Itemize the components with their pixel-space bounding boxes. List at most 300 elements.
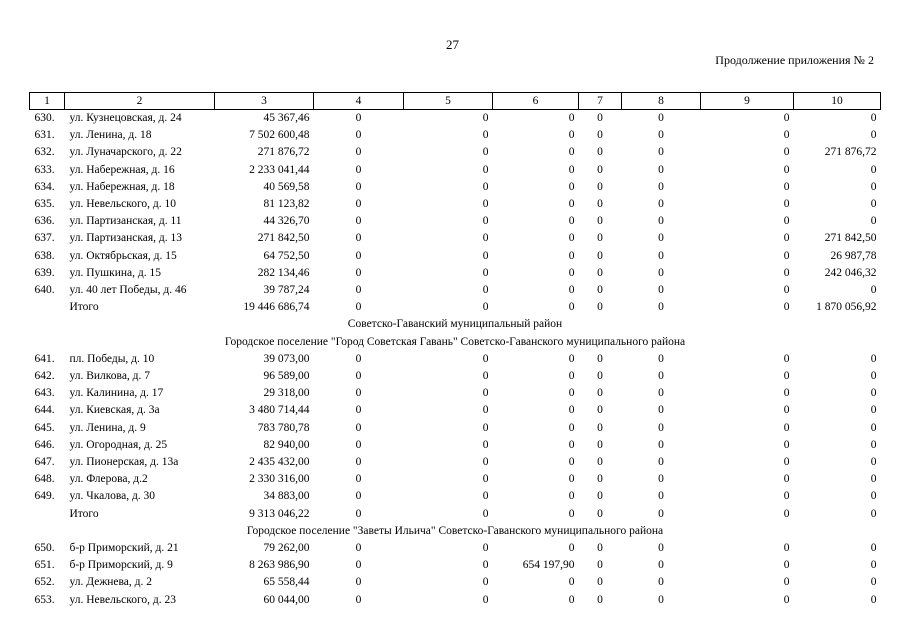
cell-col-3: 2 435 432,00 [249,456,310,469]
cell-col-10: 0 [870,112,877,124]
table-row [30,351,881,368]
cell-col-7: 0 [597,438,603,451]
section-headings [30,316,881,350]
cell-col-3: 44 326,70 [263,215,310,228]
cell-col-7: 0 [597,232,603,245]
header-cell: 1 [30,93,65,110]
cell-col-7: 0 [597,301,603,314]
cell-col-6: 0 [568,129,575,142]
cell-col-4: 0 [355,473,362,486]
cell-col-1: 642. [34,370,55,383]
cell-col-9: 0 [783,129,790,142]
city-heading: Городское поселение "Город Советская Гавань" Советско-Гаванского муниципального района [224,335,686,348]
cell-col-4: 0 [355,370,362,383]
cell-col-2: ул. Калинина, д. 17 [69,387,164,400]
section-headings-2 [30,523,881,540]
zavety-heading: Городское поселение "Заветы Ильича" Советско-Гаванского муниципального района [246,524,664,537]
cell-col-2: ул. Пушкина, д. 15 [69,266,161,279]
cell-col-3: 2 233 041,44 [249,163,310,176]
cell-col-1 [30,299,65,316]
cell-col-6: 0 [568,593,575,606]
cell-col-8: 0 [658,266,664,279]
cell-col-5: 0 [482,232,489,245]
cell-col-2: ул. Невельского, д. 10 [69,198,176,211]
cell-col-9: 0 [783,370,790,383]
table-row [30,127,881,144]
cell-col-9: 0 [783,490,790,503]
cell-col-3: 82 940,00 [263,438,310,451]
cell-col-10: 271 876,72 [824,146,877,159]
cell-col-8: 0 [658,129,664,142]
cell-col-10: 0 [870,387,877,400]
cell-col-3: 3 480 714,44 [249,404,310,417]
district-heading: Советско-Гаванский муниципальный район [347,318,563,331]
cell-col-7: 0 [597,370,603,383]
cell-col-8: 0 [658,232,664,245]
cell-col-6: 0 [568,249,575,262]
cell-col-10: 0 [870,507,877,520]
cell-col-6: 0 [568,576,575,589]
cell-col-6: 0 [568,542,575,555]
table-row [30,557,881,574]
header-cell: 2 [65,93,215,110]
cell-col-3: 64 752,50 [263,249,310,262]
cell-col-10: 0 [870,542,877,555]
cell-col-5: 0 [482,163,489,176]
cell-col-9: 0 [783,249,790,262]
cell-col-3: 39 073,00 [263,352,310,365]
cell-col-8: 0 [658,576,664,589]
cell-col-4: 0 [355,232,362,245]
cell-col-8: 0 [658,507,664,520]
cell-col-8: 0 [658,215,664,228]
cell-col-2: ул. Огородная, д. 25 [69,438,168,451]
cell-col-6: 0 [568,266,575,279]
cell-col-5: 0 [482,266,489,279]
cell-col-7: 0 [597,352,603,365]
block-1 [30,110,881,317]
cell-col-10: 0 [870,163,877,176]
cell-col-2: ул. Партизанская, д. 13 [69,232,182,245]
block-2 [30,351,881,523]
cell-col-4: 0 [355,438,362,451]
cell-col-9: 0 [783,507,790,520]
cell-col-8: 0 [658,146,664,159]
cell-col-2: ул. Киевская, д. 3а [69,404,160,417]
table-row [30,471,881,488]
cell-col-1: 632. [34,146,55,159]
cell-col-5: 0 [482,198,489,211]
table-row [30,265,881,282]
cell-col-9: 0 [783,404,790,417]
cell-col-3: 40 569,58 [263,180,310,193]
table-row [30,368,881,385]
cell-col-2: пл. Победы, д. 10 [69,352,155,365]
cell-col-5: 0 [482,352,489,365]
cell-col-6: 0 [568,180,575,193]
cell-col-7: 0 [597,163,603,176]
cell-col-9: 0 [783,456,790,469]
cell-col-4: 0 [355,284,362,297]
header-cell: 3 [215,93,314,110]
cell-col-1: 635. [34,198,55,211]
cell-col-1: 652. [34,576,55,589]
cell-col-7: 0 [597,421,603,434]
cell-col-7: 0 [597,387,603,400]
cell-col-10: 0 [870,284,877,297]
table-row [30,248,881,265]
cell-col-1: 633. [34,163,55,176]
cell-col-7: 0 [597,404,603,417]
cell-col-1: 640. [34,284,55,297]
cell-col-1: 649. [34,490,55,503]
table-row [30,454,881,471]
cell-col-10: 0 [870,456,877,469]
cell-col-1: 639. [34,266,55,279]
table-row [30,488,881,505]
cell-col-5: 0 [482,301,489,314]
cell-col-2: ул. Вилкова, д. 7 [69,370,151,383]
cell-col-7: 0 [597,456,603,469]
cell-col-10: 26 987,78 [830,249,877,262]
cell-col-1: 646. [34,438,55,451]
cell-col-3: 19 446 686,74 [243,301,310,314]
cell-col-4: 0 [355,456,362,469]
cell-col-5: 0 [482,456,489,469]
cell-col-8: 0 [658,438,664,451]
table-row [30,540,881,557]
cell-col-9: 0 [783,146,790,159]
cell-col-6: 0 [568,163,575,176]
cell-col-5: 0 [482,129,489,142]
cell-col-9: 0 [783,215,790,228]
cell-col-9: 0 [783,559,790,572]
cell-col-7: 0 [597,198,603,211]
cell-col-2: Итого [69,301,99,314]
cell-col-9: 0 [783,163,790,176]
cell-col-10: 0 [870,198,877,211]
cell-col-5: 0 [482,370,489,383]
cell-col-10: 0 [870,438,877,451]
cell-col-8: 0 [658,387,664,400]
cell-col-8: 0 [658,249,664,262]
cell-col-2: ул. Чкалова, д. 30 [69,490,156,503]
cell-col-10: 0 [870,352,877,365]
cell-col-1: 636. [34,215,55,228]
cell-col-7: 0 [597,112,603,124]
cell-col-6: 0 [568,146,575,159]
cell-col-8: 0 [658,559,664,572]
cell-col-5: 0 [482,576,489,589]
cell-col-4: 0 [355,198,362,211]
cell-col-8: 0 [658,112,664,124]
cell-col-6: 654 197,90 [522,559,575,572]
cell-col-5: 0 [482,215,489,228]
data-table [29,92,881,609]
table-row [30,574,881,591]
table-row [30,213,881,230]
cell-col-1: 650. [34,542,55,555]
section-row [30,334,881,351]
cell-col-10: 0 [870,370,877,383]
cell-col-6: 0 [568,438,575,451]
cell-col-6: 0 [568,387,575,400]
cell-col-2: ул. Набережная, д. 16 [69,163,175,176]
cell-col-10: 242 046,32 [824,266,877,279]
cell-col-4: 0 [355,352,362,365]
cell-col-4: 0 [355,129,362,142]
total-row [30,506,881,523]
cell-col-5: 0 [482,490,489,503]
cell-col-6: 0 [568,456,575,469]
cell-col-3: 282 134,46 [257,266,310,279]
cell-col-9: 0 [783,387,790,400]
cell-col-5: 0 [482,249,489,262]
cell-col-4: 0 [355,542,362,555]
cell-col-2: ул. Набережная, д. 18 [69,180,175,193]
cell-col-7: 0 [597,593,603,606]
cell-col-6: 0 [568,284,575,297]
cell-col-3: 271 876,72 [257,146,310,159]
cell-col-8: 0 [658,593,664,606]
cell-col-8: 0 [658,404,664,417]
cell-col-9: 0 [783,266,790,279]
block-3 [30,540,881,609]
cell-col-8: 0 [658,301,664,314]
cell-col-6: 0 [568,301,575,314]
cell-col-7: 0 [597,473,603,486]
cell-col-3: 8 263 986,90 [249,559,310,572]
cell-col-9: 0 [783,198,790,211]
cell-col-2: ул. Партизанская, д. 11 [69,215,182,228]
cell-col-6: 0 [568,507,575,520]
cell-col-8: 0 [658,284,664,297]
cell-col-2: б-р Приморский, д. 21 [69,542,179,555]
continuation-note: Продолжение приложения № 2 [715,53,874,67]
header-cell: 7 [579,93,622,110]
header-cell: 4 [314,93,404,110]
cell-col-9: 0 [783,352,790,365]
cell-col-9: 0 [783,421,790,434]
table-row [30,420,881,437]
cell-col-7: 0 [597,542,603,555]
cell-col-9: 0 [783,301,790,314]
cell-col-1 [30,506,65,523]
cell-col-1: 653. [34,593,55,606]
table-row [30,402,881,419]
cell-col-2: ул. Дежнева, д. 2 [69,576,153,589]
cell-col-4: 0 [355,507,362,520]
cell-col-9: 0 [783,232,790,245]
cell-col-1: 648. [34,473,55,486]
cell-col-2: ул. 40 лет Победы, д. 46 [69,284,187,297]
cell-col-8: 0 [658,352,664,365]
cell-col-5: 0 [482,387,489,400]
cell-col-4: 0 [355,301,362,314]
cell-col-4: 0 [355,146,362,159]
cell-col-3: 81 123,82 [263,198,310,211]
cell-col-8: 0 [658,198,664,211]
table-row [30,385,881,402]
cell-col-3: 39 787,24 [263,284,310,297]
header-cell: 10 [794,93,881,110]
cell-col-3: 9 313 046,22 [249,507,310,520]
cell-col-6: 0 [568,232,575,245]
total-row [30,299,881,316]
cell-col-5: 0 [482,542,489,555]
cell-col-9: 0 [783,542,790,555]
cell-col-7: 0 [597,266,603,279]
header-cell: 9 [701,93,794,110]
cell-col-1: 637. [34,232,55,245]
cell-col-9: 0 [783,180,790,193]
cell-col-10: 0 [870,404,877,417]
cell-col-8: 0 [658,180,664,193]
cell-col-3: 65 558,44 [263,576,310,589]
table-row [30,196,881,213]
cell-col-7: 0 [597,576,603,589]
table-row [30,592,881,609]
cell-col-6: 0 [568,370,575,383]
cell-col-2: ул. Луначарского, д. 22 [69,146,182,159]
cell-col-7: 0 [597,180,603,193]
cell-col-10: 0 [870,473,877,486]
cell-col-10: 271 842,50 [824,232,877,245]
cell-col-9: 0 [783,473,790,486]
cell-col-2: б-р Приморский, д. 9 [69,559,173,572]
cell-col-1: 644. [34,404,55,417]
cell-col-1: 651. [34,559,55,572]
table-row [30,162,881,179]
cell-col-8: 0 [658,421,664,434]
cell-col-5: 0 [482,438,489,451]
table-row [30,282,881,299]
cell-col-1: 630. [34,112,55,124]
cell-col-8: 0 [658,542,664,555]
cell-col-10: 1 870 056,92 [816,301,877,314]
cell-col-1: 638. [34,249,55,262]
cell-col-6: 0 [568,473,575,486]
cell-col-6: 0 [568,198,575,211]
cell-col-4: 0 [355,404,362,417]
cell-col-3: 34 883,00 [263,490,310,503]
cell-col-3: 2 330 316,00 [249,473,310,486]
cell-col-5: 0 [482,180,489,193]
cell-col-2: ул. Невельского, д. 23 [69,593,176,606]
cell-col-3: 96 589,00 [263,370,310,383]
cell-col-8: 0 [658,163,664,176]
cell-col-6: 0 [568,215,575,228]
cell-col-3: 7 502 600,48 [249,129,310,142]
cell-col-4: 0 [355,593,362,606]
cell-col-4: 0 [355,387,362,400]
cell-col-4: 0 [355,421,362,434]
cell-col-8: 0 [658,456,664,469]
cell-col-2: ул. Октябрьская, д. 15 [69,249,177,262]
cell-col-1: 634. [34,180,55,193]
table-row [30,144,881,161]
page-number: 27 [446,37,459,52]
cell-col-5: 0 [482,112,489,124]
cell-col-3: 271 842,50 [257,232,310,245]
cell-col-7: 0 [597,146,603,159]
cell-col-3: 29 318,00 [263,387,310,400]
table-row [30,179,881,196]
cell-col-3: 783 780,78 [257,421,310,434]
table-row [30,437,881,454]
cell-col-10: 0 [870,215,877,228]
cell-col-1: 641. [34,352,55,365]
cell-col-6: 0 [568,490,575,503]
table-row [30,230,881,247]
cell-col-6: 0 [568,112,575,124]
cell-col-10: 0 [870,180,877,193]
cell-col-9: 0 [783,112,790,124]
cell-col-10: 0 [870,129,877,142]
header-cell: 6 [493,93,579,110]
cell-col-10: 0 [870,576,877,589]
cell-col-5: 0 [482,146,489,159]
cell-col-5: 0 [482,421,489,434]
cell-col-7: 0 [597,284,603,297]
cell-col-7: 0 [597,490,603,503]
cell-col-5: 0 [482,284,489,297]
cell-col-4: 0 [355,180,362,193]
cell-col-10: 0 [870,421,877,434]
cell-col-2: ул. Ленина, д. 9 [69,421,146,434]
cell-col-9: 0 [783,284,790,297]
cell-col-4: 0 [355,266,362,279]
cell-col-9: 0 [783,438,790,451]
cell-col-4: 0 [355,490,362,503]
cell-col-6: 0 [568,404,575,417]
cell-col-8: 0 [658,370,664,383]
cell-col-8: 0 [658,473,664,486]
cell-col-2: ул. Флерова, д.2 [69,473,148,486]
section-row [30,523,881,540]
cell-col-2: Итого [69,507,99,520]
cell-col-1: 647. [34,456,55,469]
cell-col-7: 0 [597,129,603,142]
cell-col-5: 0 [482,404,489,417]
cell-col-5: 0 [482,593,489,606]
cell-col-1: 631. [34,129,55,142]
header-cell: 5 [404,93,493,110]
cell-col-4: 0 [355,576,362,589]
section-row [30,316,881,333]
header-cell: 8 [622,93,701,110]
cell-col-4: 0 [355,249,362,262]
cell-col-4: 0 [355,112,362,124]
cell-col-3: 45 367,46 [263,112,310,124]
cell-col-3: 79 262,00 [263,542,310,555]
cell-col-5: 0 [482,473,489,486]
cell-col-5: 0 [482,559,489,572]
cell-col-8: 0 [658,490,664,503]
header-row [30,93,881,110]
cell-col-3: 60 044,00 [263,593,310,606]
cell-col-4: 0 [355,559,362,572]
cell-col-2: ул. Пионерская, д. 13а [69,456,179,469]
cell-col-7: 0 [597,507,603,520]
cell-col-6: 0 [568,352,575,365]
cell-col-1: 643. [34,387,55,400]
cell-col-7: 0 [597,249,603,262]
cell-col-7: 0 [597,215,603,228]
cell-col-10: 0 [870,593,877,606]
cell-col-10: 0 [870,559,877,572]
cell-col-9: 0 [783,593,790,606]
